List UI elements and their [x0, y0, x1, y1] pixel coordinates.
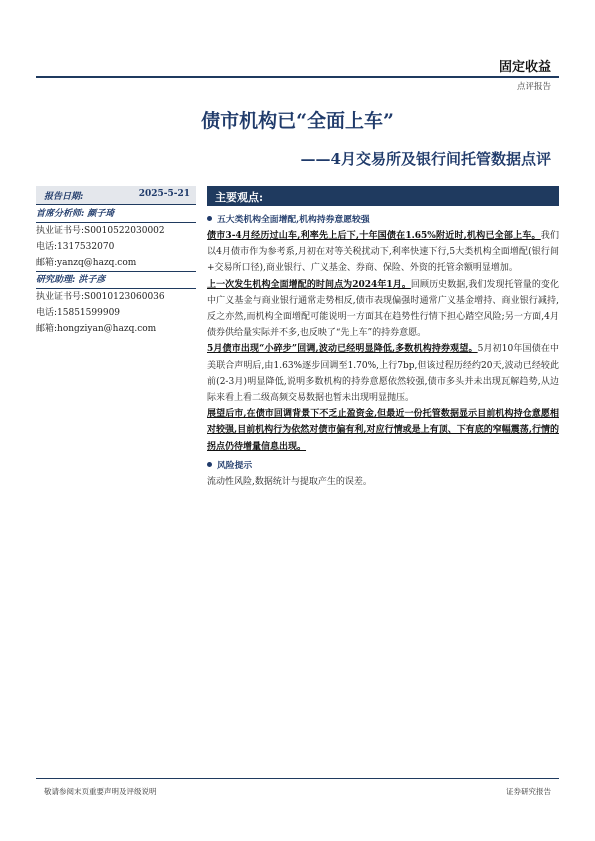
paragraph-3-body: 5月初10年国债在中美联合声明后,由1.63%逐步回调至1.70%,上行7bp,但该过程历经约20天,波动已经较此前(2-3月)明显降低,说明多数机构的持券意愿依然较强,债市多头并未出现瓦解趋势,从边际来看上看二级高频交易数据也暂未出现明显抛压。 — [207, 344, 559, 404]
assistant-phone: 电话:15851599909 — [36, 308, 121, 318]
key-points-body — [207, 212, 559, 490]
author-info — [36, 206, 196, 337]
bullet-heading-2 — [207, 458, 559, 471]
paragraph-2 — [207, 277, 559, 342]
report-date-bar — [36, 186, 196, 205]
bullet-dot-icon — [207, 216, 212, 221]
assistant-license: 执业证书号:S0010123060036 — [36, 292, 165, 302]
footer-report-type: 证券研究报告 — [506, 787, 551, 796]
paragraph-3-lead: 5月债市出现“小碎步”回调,波动已经明显降低,多数机构持券观望。 — [207, 344, 478, 355]
chief-analyst-row — [36, 206, 196, 223]
paragraph-1-lead: 债市3-4月经历过山车,利率先上后下,十年国债在1.65%附近时,机构已全部上车。 — [207, 231, 541, 241]
key-points-title: 主要观点: — [215, 191, 264, 204]
bullet-heading-2-text: 风险提示 — [217, 460, 253, 471]
key-points-header — [207, 186, 559, 206]
paragraph-2-body: 回顾历史数据,我们发现托管量的变化中广义基金与商业银行通常走势相反,债市表现偏强时通常广义基金增持、商业银行减持,反之亦然,而机构全面增配可能说明一方面其在趋势性行情下担心踏空风险;另一方面,4月债券供给量实际并不多,也反映了“先上车”的持券意愿。 — [207, 279, 560, 339]
paragraph-3 — [207, 341, 559, 406]
paragraph-1-body: 我们以4月债市作为参考系,月初在对等关税扰动下,利率快速下行,5大类机构全面增配(银行间+交易所口径),商业银行、广义基金、券商、保险、外资的托管余额明显增加。 — [207, 231, 559, 274]
paragraph-1 — [207, 228, 559, 277]
risk-text: 流动性风险,数据统计与提取产生的误差。 — [207, 476, 372, 487]
report-date-label: 报告日期: — [44, 192, 84, 202]
assistant-name: 洪子彦 — [78, 275, 106, 285]
chief-email: 邮箱:yanzq@hazq.com — [36, 255, 196, 272]
assistant-row — [36, 272, 196, 289]
assistant-email: 邮箱:hongziyan@hazq.com — [36, 324, 157, 334]
footer-divider — [36, 778, 559, 779]
bullet-dot-icon — [207, 462, 212, 467]
bullet-heading-1 — [207, 212, 559, 225]
paragraph-2-lead: 上一次发生机构全面增配的时间点为2024年1月。 — [207, 279, 411, 290]
chief-analyst-label: 首席分析师: — [36, 209, 85, 219]
footer-disclaimer: 敬请参阅末页重要声明及评级说明 — [44, 787, 157, 796]
report-date-value: 2025-5-21 — [138, 189, 190, 199]
paragraph-4 — [207, 406, 559, 455]
assistant-label: 研究助理: — [36, 275, 76, 285]
report-title: 债市机构已“全面上车” — [201, 110, 394, 132]
chief-analyst-name: 颜子琦 — [87, 209, 115, 219]
chief-license: 执业证书号:S0010522030002 — [36, 226, 165, 236]
report-type: 点评报告 — [516, 82, 551, 92]
report-subtitle: ——4月交易所及银行间托管数据点评 — [300, 150, 551, 168]
report-category: 固定收益 — [498, 60, 551, 75]
paragraph-4-lead: 展望后市,在债市回调背景下不乏止盈资金,但最近一份托管数据显示目前机构持仓意愿相对较强,目前机构行为依然对债市偏有利,对应行情或是上有顶、下有底的窄幅震荡,行情的拐点仍待增量信息出现。 — [207, 409, 559, 452]
header-divider — [36, 76, 559, 78]
bullet-heading-1-text: 五大类机构全面增配,机构持券意愿较强 — [217, 215, 370, 225]
chief-phone: 电话:13175320​70 — [36, 242, 115, 252]
